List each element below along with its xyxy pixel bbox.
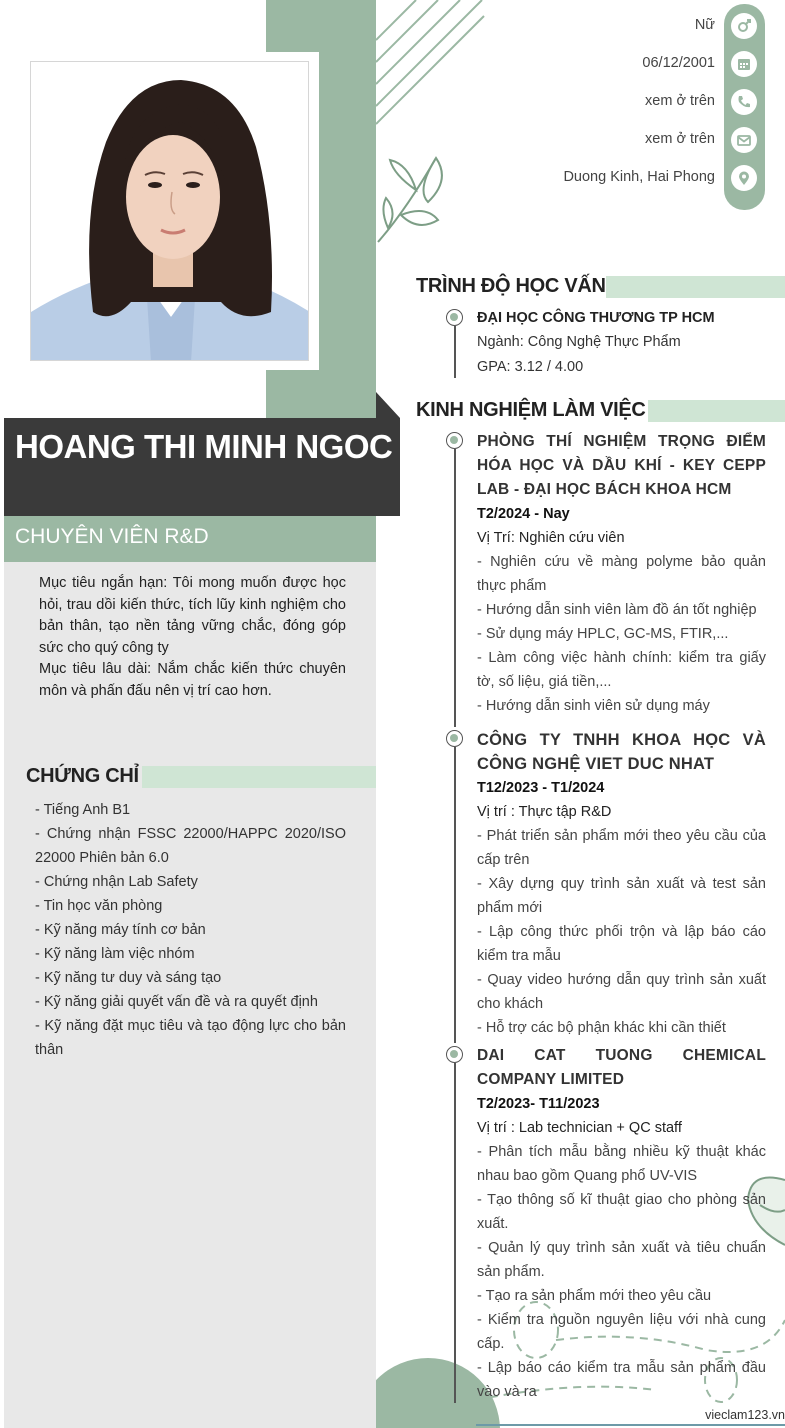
certificates-heading: CHỨNG CHỈ: [26, 765, 139, 787]
job-position: Vị trí : Lab technician + QC staff: [477, 1120, 682, 1136]
timeline-line: [454, 449, 456, 727]
education-gpa: GPA: 3.12 / 4.00: [477, 359, 584, 375]
certificate-item: - Kỹ năng tư duy và sáng tạo: [35, 970, 222, 986]
job-duty: - Phân tích mẫu bằng nhiều kỹ thuật khác nhau bao gồm Quang phổ UV-VIS: [477, 1144, 766, 1184]
certificate-item: - Tiếng Anh B1: [35, 802, 131, 818]
footer-watermark: vieclam123.vn: [705, 1408, 785, 1422]
job-duty: - Tạo thông số kĩ thuật giao cho phòng sản xuất.: [477, 1192, 766, 1232]
diagonal-lines-decoration: [376, 0, 486, 130]
company-name: CÔNG TY TNHH KHOA HỌC VÀ CÔNG NGHỆ VIET DUC NHAT: [477, 731, 766, 773]
job-duty: - Nghiên cứu về màng polyme bảo quản thực phẩm: [477, 554, 766, 594]
job-duty: - Hỗ trợ các bộ phận khác khi cần thiết: [477, 1020, 726, 1036]
job-entry: [477, 728, 766, 1040]
job-entry: [477, 1044, 766, 1404]
gender-icon: [731, 13, 757, 39]
gender-value: Nữ: [694, 17, 715, 33]
footer-line: [476, 1424, 785, 1426]
calendar-icon: [731, 51, 757, 77]
job-duty: - Hướng dẫn sinh viên sử dụng máy: [477, 698, 710, 714]
certificate-item: - Kỹ năng làm việc nhóm: [35, 946, 195, 962]
location-icon: [731, 165, 757, 191]
company-name: DAI CAT TUONG CHEMICAL COMPANY LIMITED: [477, 1047, 766, 1088]
leaf-decoration-top: [376, 150, 451, 245]
job-title: CHUYÊN VIÊN R&D: [15, 525, 209, 548]
job-position: Vị Trí: Nghiên cứu viên: [477, 530, 625, 546]
certificate-item: - Chứng nhận FSSC 22000/HAPPC 2020/ISO 22000 Phiên bản 6.0: [35, 826, 346, 866]
job-entry: [477, 430, 766, 718]
timeline-line: [454, 326, 456, 378]
profile-photo-illustration: [31, 62, 309, 361]
address-value: Duong Kinh, Hai Phong: [563, 169, 715, 185]
job-duty: - Quay video hướng dẫn quy trình sản xuất cho khách: [477, 972, 766, 1012]
job-duty: - Lập báo cáo kiểm tra mẫu sản phẩm đầu vào và ra: [477, 1360, 766, 1400]
phone-value: xem ở trên: [645, 93, 715, 109]
certificate-item: - Tin học văn phòng: [35, 898, 163, 914]
job-duty: - Tạo ra sản phẩm mới theo yêu cầu: [477, 1288, 712, 1304]
certificate-item: - Kỹ năng giải quyết vấn đề và ra quyết định: [35, 994, 318, 1010]
phone-icon: [731, 89, 757, 115]
timeline-line: [454, 747, 456, 1043]
profile-photo: [30, 61, 309, 361]
job-period: T2/2023- T11/2023: [477, 1096, 600, 1112]
education-heading: TRÌNH ĐỘ HỌC VẤN: [416, 275, 606, 297]
education-entry: [477, 306, 766, 380]
job-duty: - Quản lý quy trình sản xuất và tiêu chuẩn sản phẩm.: [477, 1240, 766, 1280]
experience-heading-bar: [648, 400, 785, 422]
job-duty: - Hướng dẫn sinh viên làm đồ án tốt nghiệp: [477, 602, 757, 618]
job-duty: - Phát triển sản phẩm mới theo yêu cầu của cấp trên: [477, 828, 766, 868]
institution-name: ĐẠI HỌC CÔNG THƯƠNG TP HCM: [477, 310, 715, 326]
objective-long-term: Mục tiêu lâu dài: Nắm chắc kiến thức chuyên môn và phấn đấu nên vị trí cao hơn.: [39, 661, 346, 699]
timeline-dot: [446, 1046, 463, 1063]
job-duty: - Lập công thức phối trộn và lập báo cáo kiểm tra mẫu: [477, 924, 766, 964]
email-icon: [731, 127, 757, 153]
job-duty: - Làm công việc hành chính: kiểm tra giấy tờ, số liệu, giá tiền,...: [477, 650, 766, 690]
certificates-heading-bar: [142, 766, 376, 788]
timeline-line: [454, 1063, 456, 1403]
timeline-dot: [446, 432, 463, 449]
job-period: T12/2023 - T1/2024: [477, 780, 605, 796]
candidate-name: HOANG THI MINH NGOC: [15, 428, 393, 465]
name-band-fold: [376, 392, 400, 418]
company-name: PHÒNG THÍ NGHIỆM TRỌNG ĐIỂM HÓA HỌC VÀ DẦU KHÍ - KEY CEPP LAB - ĐẠI HỌC BÁCH KHOA HCM: [477, 433, 766, 498]
job-duty: - Kiểm tra nguồn nguyên liệu với nhà cung cấp.: [477, 1312, 766, 1352]
job-duty: - Sử dụng máy HPLC, GC-MS, FTIR,...: [477, 626, 729, 642]
certificate-item: - Kỹ năng máy tính cơ bản: [35, 922, 206, 938]
experience-heading: KINH NGHIỆM LÀM VIỆC: [416, 399, 646, 421]
certificate-item: - Kỹ năng đặt mục tiêu và tạo động lực cho bản thân: [35, 1018, 346, 1058]
job-period: T2/2024 - Nay: [477, 506, 570, 522]
objective-short-term: Mục tiêu ngắn hạn: Tôi mong muốn được học hỏi, trau dồi kiến thức, tích lũy kinh nghiệm cho bản thân, tạo nền tảng vững chắc, đóng góp sức cho quý công ty: [39, 575, 346, 656]
timeline-dot: [446, 309, 463, 326]
education-heading-bar: [606, 276, 785, 298]
timeline-dot: [446, 730, 463, 747]
birthdate-value: 06/12/2001: [642, 55, 715, 71]
job-duty: - Xây dựng quy trình sản xuất và test sản phẩm mới: [477, 876, 766, 916]
education-major: Ngành: Công Nghệ Thực Phẩm: [477, 334, 681, 350]
certificate-item: - Chứng nhận Lab Safety: [35, 874, 198, 890]
email-value: xem ở trên: [645, 131, 715, 147]
certificates-list: [35, 798, 346, 1062]
job-position: Vị trí : Thực tập R&D: [477, 804, 612, 820]
